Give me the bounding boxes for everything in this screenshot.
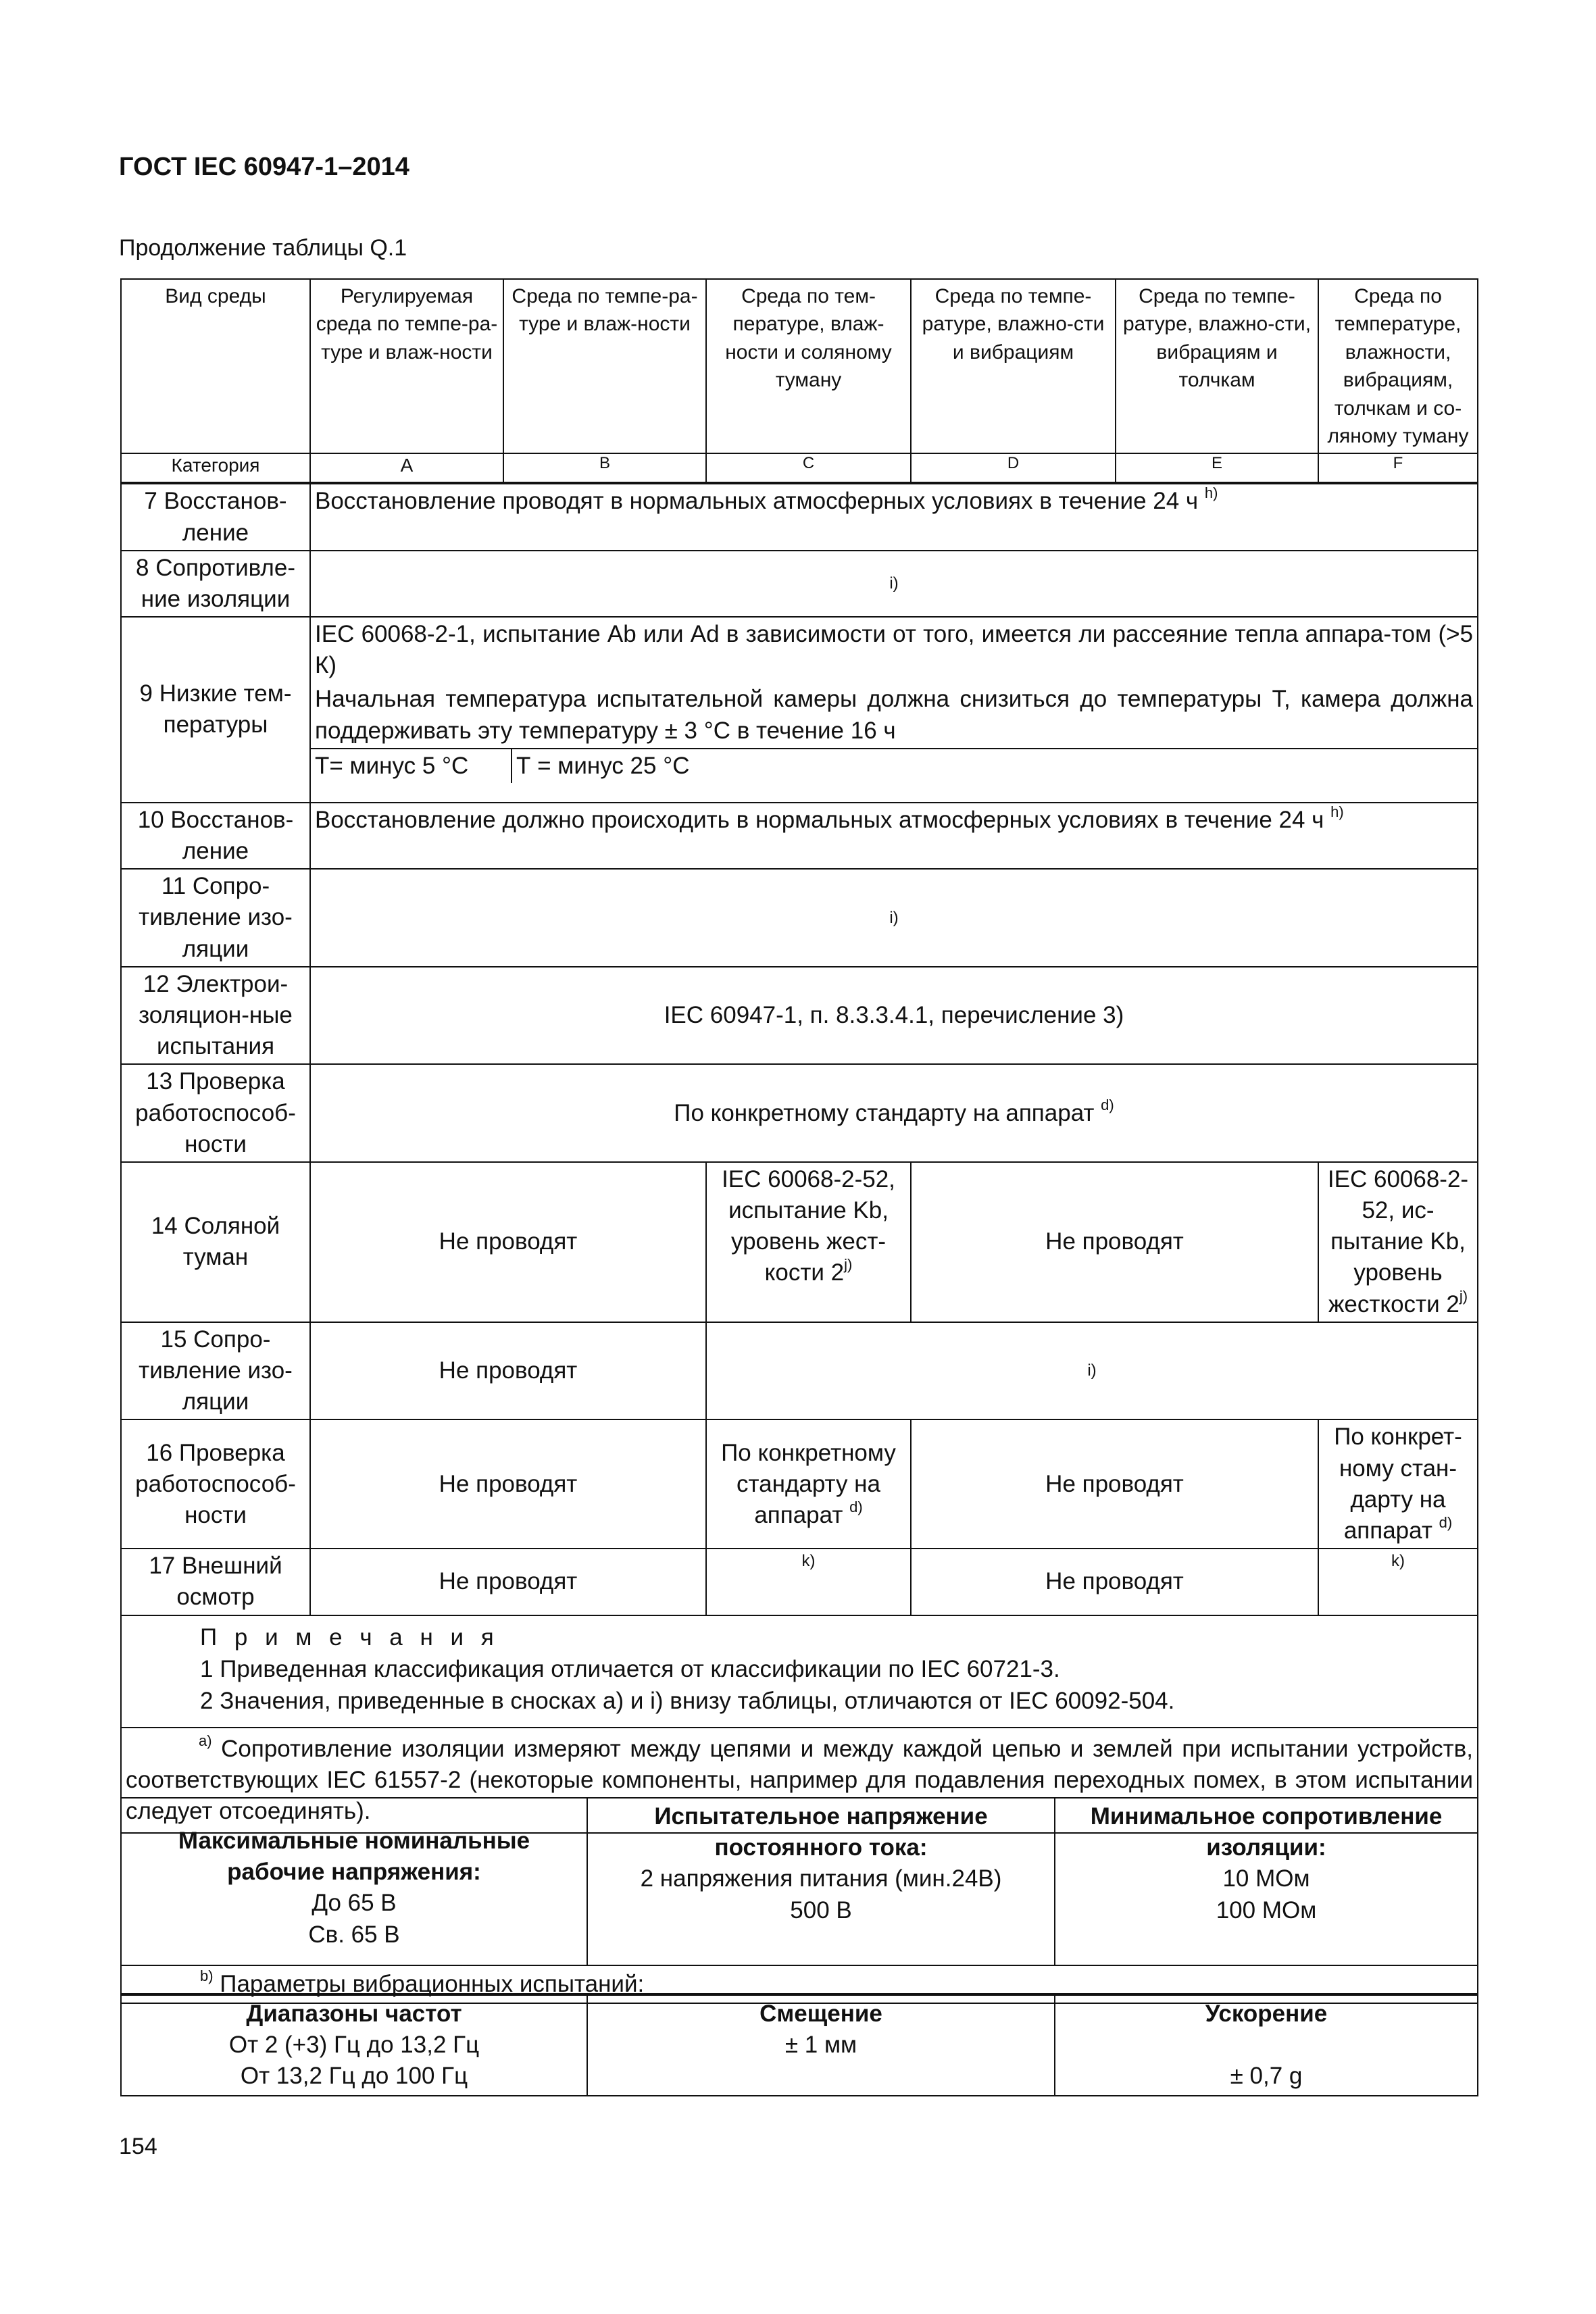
frequency-range-1: От 2 (+3) Гц до 13,2 Гц bbox=[228, 2032, 480, 2059]
frequency-head: Диапазоны частот bbox=[246, 2001, 462, 2027]
header-col-d: Среда по темпе-ратуре, влажно-сти и вибрациям bbox=[911, 279, 1116, 453]
header-col-b: Среда по темпе-ра-туре и влаж-ности bbox=[503, 279, 706, 453]
displacement-col bbox=[587, 1994, 1055, 2096]
not-performed-ab: Не проводят bbox=[310, 1419, 706, 1549]
category-d: D bbox=[911, 453, 1116, 483]
row-label: 7 Восстанов-ление bbox=[121, 483, 310, 550]
min-resistance-1: 10 МОм bbox=[1222, 1865, 1310, 1892]
displacement-head: Смещение bbox=[759, 2001, 882, 2027]
footnote-b-text: Параметры вибрационных испытаний: bbox=[220, 1971, 645, 1997]
standard-title: ГОСТ IEC 60947-1–2014 bbox=[119, 153, 409, 181]
operability-text: По конкретному стандарту на аппарат bbox=[674, 1099, 1095, 1126]
category-a: A bbox=[310, 453, 503, 483]
row-label: 16 Проверка работоспособ-ности bbox=[121, 1419, 310, 1549]
notes-cell bbox=[121, 1615, 1478, 1728]
operability-text: По конкрет-ному стан-дарту на аппарат bbox=[1334, 1424, 1462, 1544]
note-1: 1 Приведенная классификация отличается от классификации по IEC 60721-3. bbox=[200, 1655, 1060, 1682]
page-number: 154 bbox=[119, 2134, 157, 2159]
table-row-11 bbox=[121, 869, 1478, 967]
displacement-value: ± 1 мм bbox=[784, 2032, 857, 2059]
recovery-text: Восстановление должно происходить в нормальных атмосферных условиях в течение 24 ч bbox=[315, 806, 1324, 833]
min-resistance-col bbox=[1055, 1798, 1478, 1965]
acceleration-head: Ускорение bbox=[1205, 2001, 1328, 2027]
acceleration-value: ± 0,7 g bbox=[1230, 2063, 1303, 2090]
min-resistance-head: Минимальное сопротивление изоляции: bbox=[1090, 1803, 1443, 1861]
not-performed-ab: Не проводят bbox=[310, 1549, 706, 1615]
footnote-ref: j) bbox=[844, 1256, 853, 1274]
footnote-ref: h) bbox=[1330, 803, 1344, 820]
not-performed-ab: Не проводят bbox=[310, 1162, 706, 1322]
not-performed-de: Не проводят bbox=[911, 1549, 1318, 1615]
operability-c bbox=[706, 1419, 911, 1549]
rated-voltage-col bbox=[121, 1798, 587, 1965]
voltage-table-row bbox=[121, 1798, 1478, 1965]
footnote-ref: i) bbox=[310, 869, 1478, 967]
dielectric-test-text: IEC 60947-1, п. 8.3.3.4.1, перечисление 3) bbox=[310, 967, 1478, 1065]
vibration-table bbox=[120, 1993, 1478, 2096]
insulation-voltage-table bbox=[120, 1797, 1478, 2004]
salt-mist-test-f bbox=[1318, 1162, 1478, 1322]
footnote-ref: d) bbox=[849, 1498, 863, 1515]
min-resistance-2: 100 МОм bbox=[1216, 1896, 1317, 1923]
rated-voltage-2: Св. 65 В bbox=[308, 1921, 400, 1948]
table-row-8 bbox=[121, 551, 1478, 617]
footnote-ref: j) bbox=[1459, 1287, 1468, 1305]
table-row-12 bbox=[121, 967, 1478, 1065]
temp-cat-b: Т = минус 25 °С bbox=[516, 752, 690, 779]
notes-title: П р и м е ч а н и я bbox=[200, 1624, 499, 1651]
row-13-text bbox=[310, 1064, 1478, 1162]
low-temp-test-text: IEC 60068-2-1, испытание Ab или Ad в зависимости от того, имеется ли рассеяние тепла аппара-том (>5 К) bbox=[315, 621, 1473, 679]
footnote-mark: a) bbox=[199, 1732, 212, 1749]
main-table bbox=[120, 278, 1478, 1834]
row-label: 14 Соляной туман bbox=[121, 1162, 310, 1322]
category-row bbox=[121, 453, 1478, 483]
rated-voltage-1: До 65 В bbox=[311, 1890, 397, 1917]
footnote-ref: i) bbox=[310, 551, 1478, 617]
table-row-10 bbox=[121, 803, 1478, 869]
chamber-temp-text: Начальная температура испытательной камеры должна снизиться до температуры Т, камера должна поддерживать эту температуру ± 3 °С в течение 16 ч bbox=[315, 686, 1473, 744]
not-performed-de: Не проводят bbox=[911, 1419, 1318, 1549]
operability-f bbox=[1318, 1419, 1478, 1549]
salt-mist-test-text: IEC 60068-2-52, испытание Kb, уровень жест-кости 2 bbox=[722, 1165, 895, 1286]
temp-cat-a: Т= минус 5 °С bbox=[311, 749, 512, 783]
footnote-ref: i) bbox=[706, 1322, 1478, 1420]
footnote-a-text: Сопротивление изоляции измеряют между цепями и между каждой цепью и землей при испытании устройств, соответствующих IEC 61557-2 (некоторые компоненты, например для подавления переходных помех, в этом испытании следует отсоединять). bbox=[126, 1735, 1473, 1824]
test-voltage-head: Испытательное напряжение постоянного тока: bbox=[654, 1803, 988, 1861]
row-label: 17 Внешний осмотр bbox=[121, 1549, 310, 1615]
salt-mist-test-c bbox=[706, 1162, 911, 1322]
header-row bbox=[121, 279, 1478, 453]
acceleration-col bbox=[1055, 1994, 1478, 2096]
notes-row bbox=[121, 1615, 1478, 1728]
footnote-mark: b) bbox=[200, 1967, 214, 1984]
category-c: C bbox=[706, 453, 911, 483]
test-voltage-2: 500 В bbox=[790, 1896, 852, 1923]
frequency-range-2: От 13,2 Гц до 100 Гц bbox=[240, 2063, 468, 2090]
row-label: 9 Низкие тем-пературы bbox=[121, 617, 310, 803]
row-7-text bbox=[310, 483, 1478, 550]
header-col-f: Среда по температуре, влажности, вибрациям, толчкам и со-ляному туману bbox=[1318, 279, 1478, 453]
row-label: 12 Электрои-золяцион-ные испытания bbox=[121, 967, 310, 1065]
category-e: E bbox=[1116, 453, 1318, 483]
header-col-a: Регулируемая среда по темпе-ра-туре и влаж-ности bbox=[310, 279, 503, 453]
table-row-9 bbox=[121, 617, 1478, 749]
row-label: 8 Сопротивле-ние изоляции bbox=[121, 551, 310, 617]
test-voltage-col bbox=[587, 1798, 1055, 1965]
category-f: F bbox=[1318, 453, 1478, 483]
row-10-text bbox=[310, 803, 1478, 869]
row-9-text bbox=[310, 617, 1478, 749]
salt-mist-test-text: IEC 60068-2-52, ис-пытание Kb, уровень жесткости 2 bbox=[1327, 1165, 1469, 1317]
frequency-col bbox=[121, 1994, 587, 2096]
row-label: 10 Восстанов-ление bbox=[121, 803, 310, 869]
footnote-ref: d) bbox=[1101, 1096, 1114, 1113]
footnote-ref: d) bbox=[1439, 1513, 1453, 1531]
rated-voltage-head: Максимальные номинальные рабочие напряжения: bbox=[178, 1828, 530, 1886]
note-2: 2 Значения, приведенные в сносках a) и i) внизу таблицы, отличаются от IEC 60092-504. bbox=[200, 1688, 1175, 1715]
not-performed-de: Не проводят bbox=[911, 1162, 1318, 1322]
header-col-e: Среда по темпе-ратуре, влажно-сти, вибрациям и толчкам bbox=[1116, 279, 1318, 453]
category-b: B bbox=[503, 453, 706, 483]
category-label: Категория bbox=[121, 453, 310, 483]
table-row-14 bbox=[121, 1162, 1478, 1322]
recovery-text: Восстановление проводят в нормальных атмосферных условиях в течение 24 ч bbox=[315, 488, 1199, 515]
footnote-ref: h) bbox=[1204, 484, 1218, 502]
row-label: 13 Проверка работоспособ-ности bbox=[121, 1064, 310, 1162]
test-voltage-1: 2 напряжения питания (мин.24В) bbox=[640, 1865, 1002, 1892]
vibration-table-row bbox=[121, 1994, 1478, 2096]
footnote-ref: k) bbox=[1318, 1549, 1478, 1615]
table-row-7 bbox=[121, 483, 1478, 550]
operability-text: По конкретному стандарту на аппарат bbox=[721, 1439, 896, 1528]
header-environment-type: Вид среды bbox=[121, 279, 310, 453]
table-row-15 bbox=[121, 1322, 1478, 1420]
row-label: 15 Сопро-тивление изо-ляции bbox=[121, 1322, 310, 1420]
table-row-17 bbox=[121, 1549, 1478, 1615]
row-label: 11 Сопро-тивление изо-ляции bbox=[121, 869, 310, 967]
footnote-ref: k) bbox=[706, 1549, 911, 1615]
table-row-13 bbox=[121, 1064, 1478, 1162]
table-row-16 bbox=[121, 1419, 1478, 1549]
header-col-c: Среда по тем-пературе, влаж-ности и соляному туману bbox=[706, 279, 911, 453]
table-continuation-label: Продолжение таблицы Q.1 bbox=[119, 235, 407, 261]
table-row-9-temps bbox=[121, 749, 1478, 803]
not-performed-ab: Не проводят bbox=[310, 1322, 706, 1420]
